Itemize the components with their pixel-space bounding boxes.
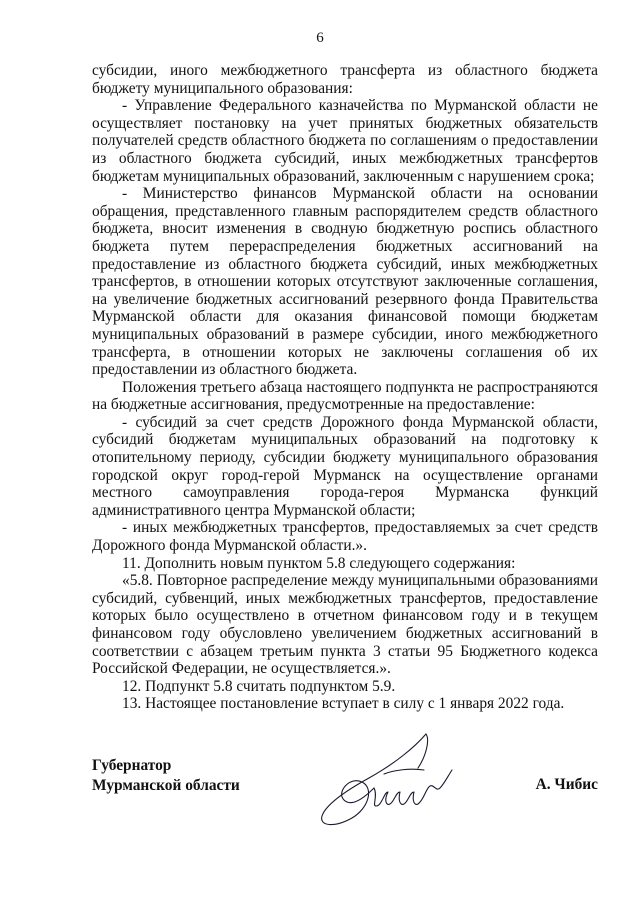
paragraph-7: 11. Дополнить новым пунктом 5.8 следующего содержания: xyxy=(122,554,516,572)
page-number: 6 xyxy=(316,30,324,46)
signature-block xyxy=(92,756,598,846)
handwritten-signature xyxy=(314,726,464,836)
signer-title: Губернатор xyxy=(92,757,172,774)
paragraph-3: - Министерство финансов Мурманской области на основании обращения, представленного главным распорядителем средств областного бюджета, вносит изменения в сводную бюджетную роспись областного бюджета путем перераспределения бюджетных ассигнований на предоставление из областного бюджета субсидий, иных межбюджетных трансфертов, в отношении которых отсутствуют заключенные соглашения, на увеличение бюджетных ассигнований резервного фонда Правительства Мурманской области для оказания финансовой помощи бюджетам муниципальных образований в размере субсидии, иного межбюджетного трансферта, в отношении которых не заключены соглашения об их предоставлении из областного бюджета. xyxy=(92,185,598,379)
paragraph-6: - иных межбюджетных трансфертов, предоставляемых за счет средств Дорожного фонда Мурманской области.». xyxy=(92,519,598,555)
paragraph-9: 12. Подпункт 5.8 считать подпунктом 5.9. xyxy=(122,677,396,695)
paragraph-2: - Управление Федерального казначейства по Мурманской области не осуществляет постановку на учет принятых бюджетных обязательств получателей средств областного бюджета по соглашениям о предоставлении из областного бюджета субсидий, иных межбюджетных трансфертов бюджетам муниципальных образований, заключенным с нарушением срока; xyxy=(92,97,598,185)
signer-region: Мурманской области xyxy=(92,777,240,794)
signer-name: А. Чибис xyxy=(535,776,598,793)
paragraph-8: «5.8. Повторное распределение между муниципальными образованиями субсидий, субвенций, иных межбюджетных трансфертов, предоставление которых было осуществлено в отчетном финансовом году и в текущем финансовом году обусловлено увеличением бюджетных ассигнований в соответствии с абзацем третьим пункта 3 статьи 95 Бюджетного кодекса Российской Федерации, не осуществляется.». xyxy=(92,572,598,678)
paragraph-4: Положения третьего абзаца настоящего подпункта не распространяются на бюджетные ассигнования, предусмотренные на предоставление: xyxy=(92,378,598,414)
document-body xyxy=(92,62,598,713)
signer-position xyxy=(92,756,240,796)
paragraph-1: субсидии, иного межбюджетного трансферта из областного бюджета бюджету муниципального образования: xyxy=(92,62,598,97)
paragraph-10: 13. Настоящее постановление вступает в силу с 1 января 2022 года. xyxy=(122,695,565,713)
paragraph-5: - субсидий за счет средств Дорожного фонда Мурманской области, субсидий бюджетам муниципальных образований на подготовку к отопительному периоду, субсидии бюджету муниципального образования городской округ город-герой Мурманск на осуществление органами местного самоуправления города-героя Мурманска функций административного центра Мурманской области; xyxy=(92,413,598,519)
